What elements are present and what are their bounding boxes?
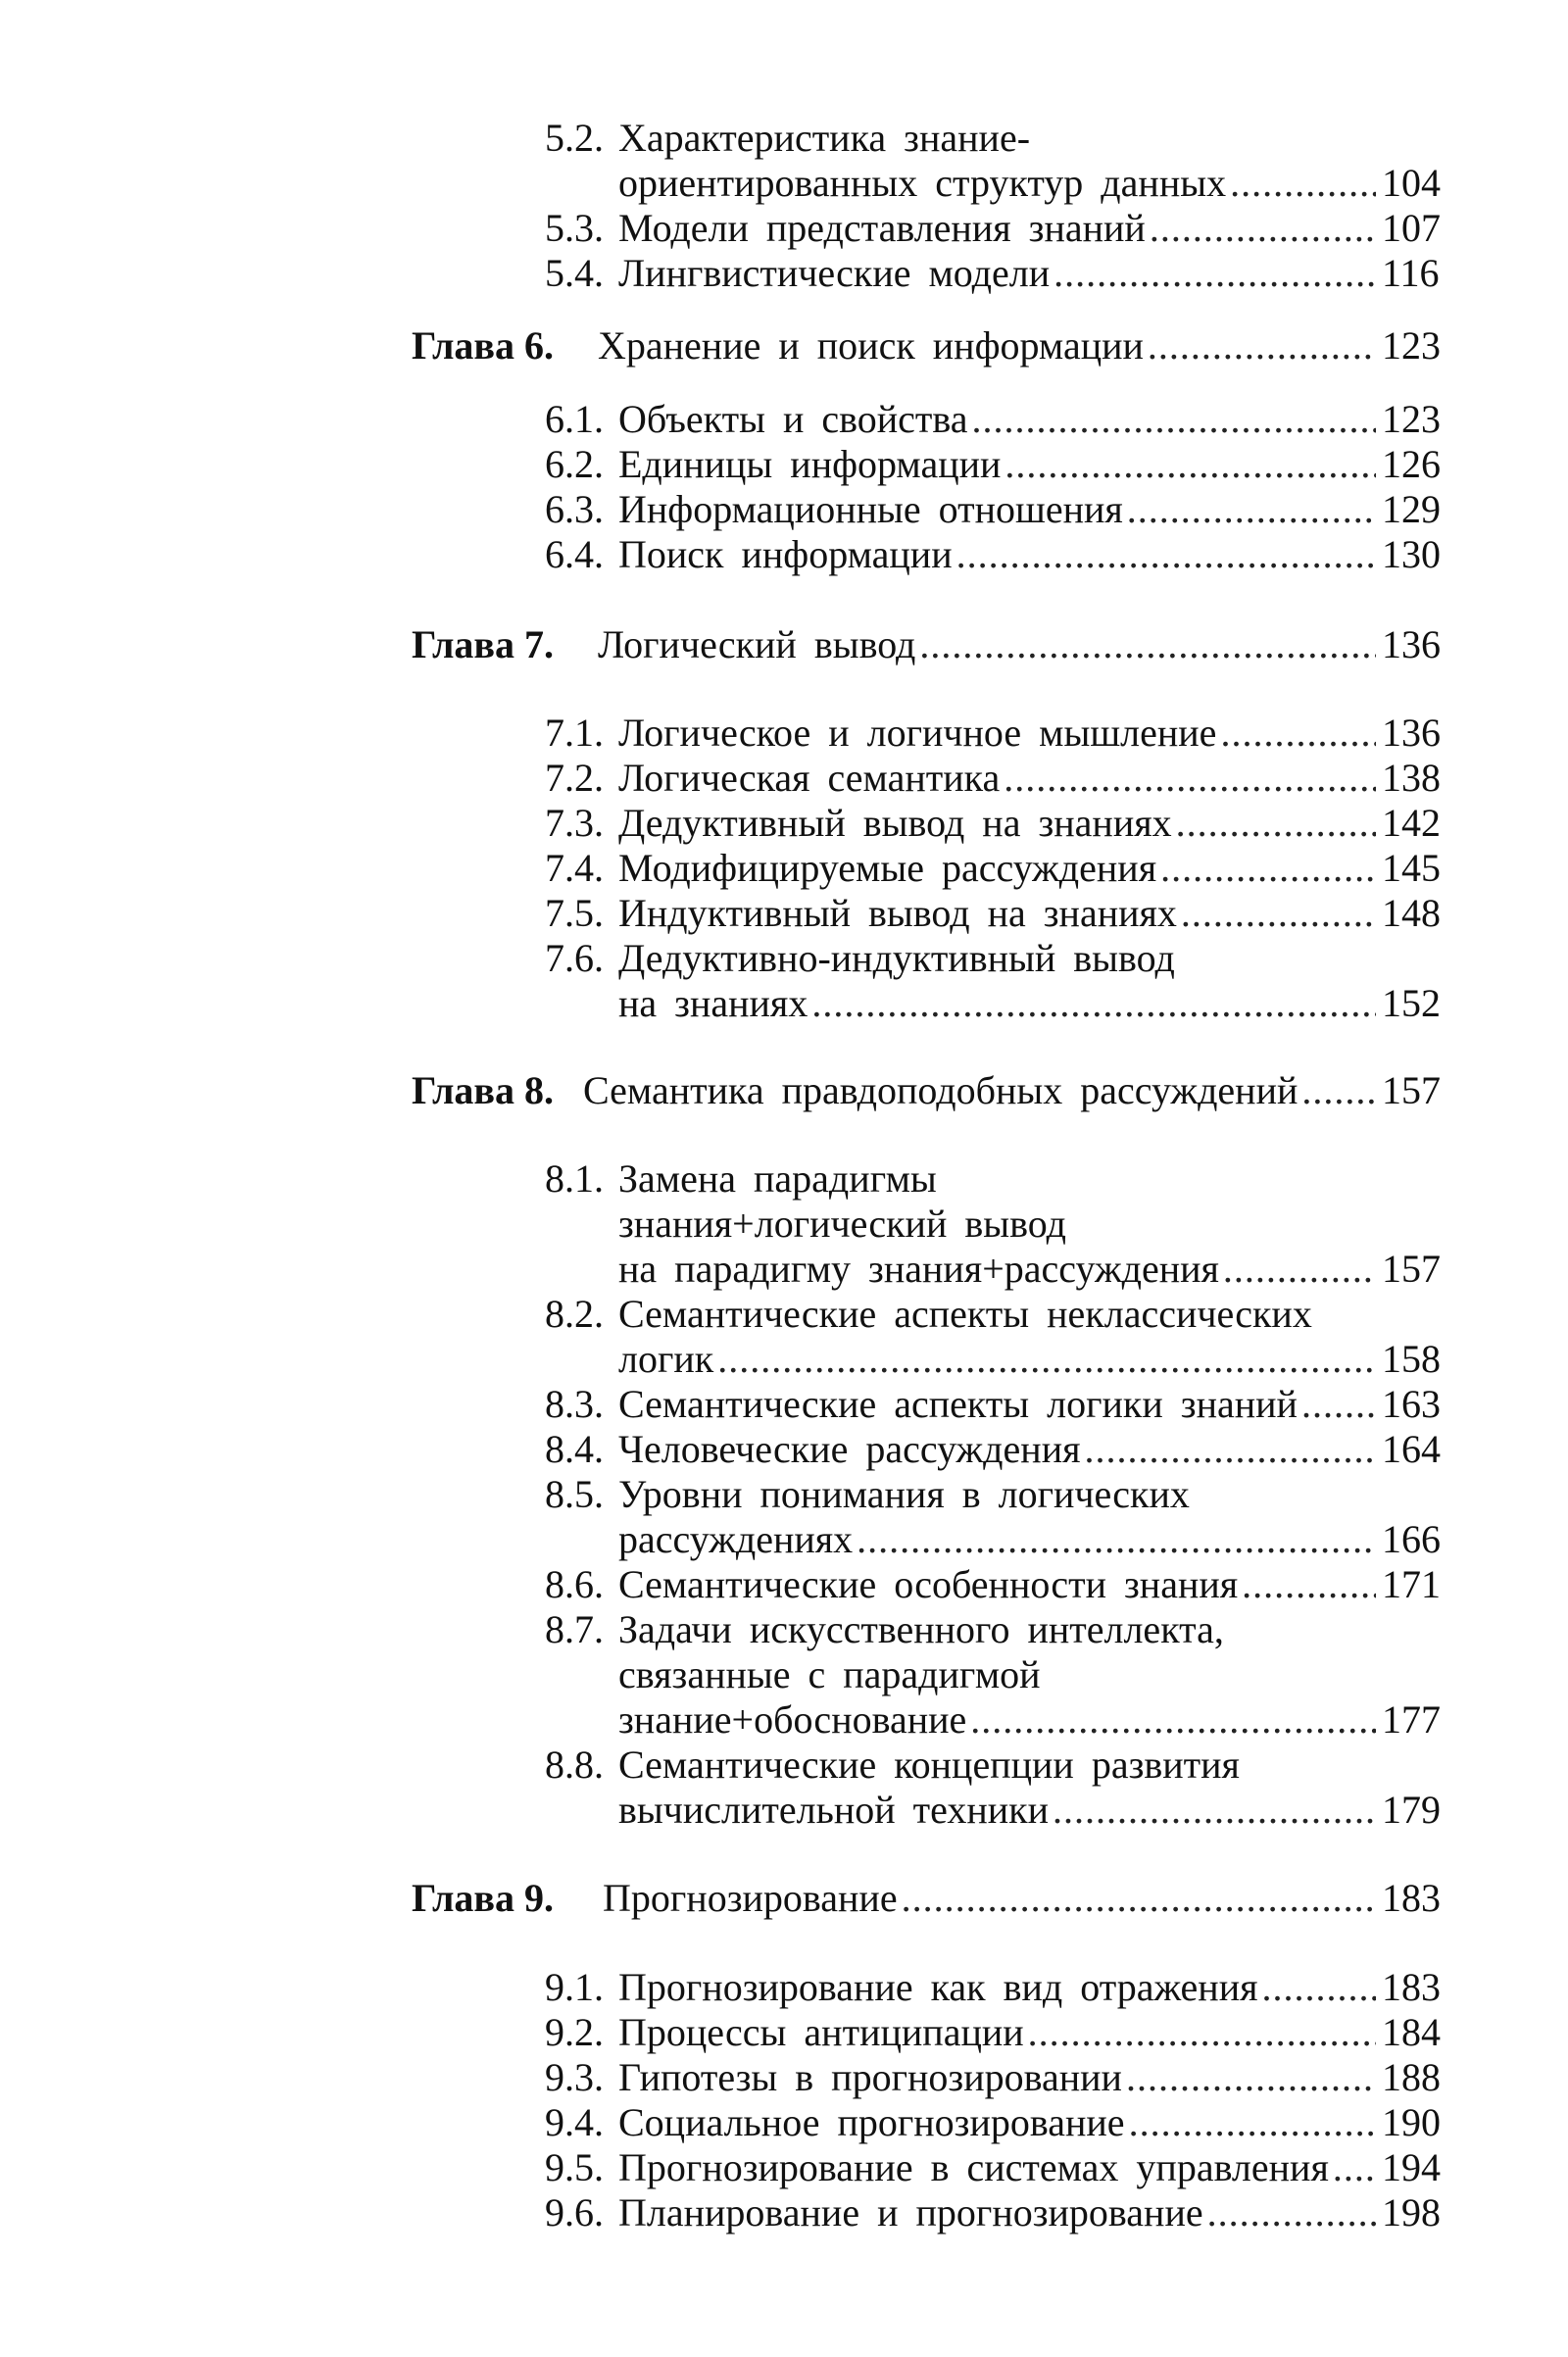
page-number: 190	[1382, 2100, 1441, 2144]
toc-entry-8-1[interactable]	[545, 1156, 1437, 1202]
section-number: 9.4.	[545, 2100, 604, 2144]
section-title: Информационные отношения	[618, 487, 1123, 531]
section-title-line-1: Уровни понимания в логических	[618, 1472, 1190, 1516]
page-number: 166	[1382, 1517, 1441, 1561]
toc-entry-6-4[interactable]	[545, 532, 1441, 577]
dot-leader	[1028, 2010, 1376, 2055]
section-title: Семантические аспекты логики знаний	[618, 1382, 1298, 1426]
toc-entry-9-6[interactable]	[545, 2190, 1441, 2235]
section-number: 7.4.	[545, 846, 604, 890]
section-title: Объекты и свойства	[618, 397, 968, 441]
dot-leader	[857, 1517, 1376, 1562]
section-title-line-2: ориентированных структур данных	[618, 161, 1227, 205]
section-number: 6.1.	[545, 397, 604, 441]
toc-entry-7-6-cont[interactable]	[618, 981, 1441, 1026]
dot-leader	[1176, 801, 1376, 846]
section-number: 9.3.	[545, 2055, 604, 2099]
toc-entry-5-4[interactable]	[545, 251, 1440, 296]
section-title-line-1: Характеристика знание-	[618, 116, 1031, 160]
dot-leader	[1127, 487, 1376, 532]
dot-leader	[1160, 846, 1376, 891]
page-number: 198	[1382, 2190, 1441, 2234]
page-number: 171	[1382, 1562, 1441, 1606]
section-title: Логическая семантика	[618, 756, 1001, 800]
toc-entry-8-6[interactable]	[545, 1562, 1441, 1607]
dot-leader	[1148, 323, 1376, 368]
toc-entry-8-5-cont[interactable]	[618, 1517, 1441, 1562]
page-number: 183	[1382, 1876, 1441, 1920]
section-number: 5.2.	[545, 116, 604, 160]
section-number: 6.4.	[545, 532, 604, 576]
toc-entry-9-4[interactable]	[545, 2100, 1441, 2145]
section-title: Прогнозирование как вид отражения	[618, 1965, 1258, 2009]
dot-leader	[956, 532, 1376, 577]
dot-leader	[1262, 1965, 1376, 2010]
section-title-line-1: Замена парадигмы	[618, 1156, 937, 1201]
section-number: 9.6.	[545, 2190, 604, 2234]
page-number: 130	[1382, 532, 1441, 576]
page-number: 152	[1382, 981, 1441, 1025]
dot-leader	[902, 1876, 1376, 1921]
toc-entry-5-3[interactable]	[545, 206, 1441, 251]
section-title-line-2: логик	[618, 1337, 714, 1381]
section-title: Планирование и прогнозирование	[618, 2190, 1203, 2234]
section-title-line-1: Задачи искусственного интеллекта,	[618, 1607, 1224, 1651]
chapter-label: Глава 8.	[412, 1068, 554, 1112]
page-number: 177	[1382, 1697, 1441, 1742]
toc-entry-8-1-cont[interactable]	[618, 1247, 1441, 1292]
page-number: 107	[1382, 206, 1441, 250]
section-title: Человеческие рассуждения	[618, 1427, 1081, 1471]
toc-chapter-9[interactable]	[412, 1876, 1441, 1921]
section-title: Гипотезы в прогнозировании	[618, 2055, 1122, 2099]
page-number: 138	[1382, 756, 1441, 800]
toc-entry-5-2-cont[interactable]	[618, 161, 1441, 206]
section-title: Поиск информации	[618, 532, 953, 576]
toc-entry-9-5[interactable]	[545, 2145, 1441, 2190]
page-number: 136	[1382, 711, 1441, 755]
section-title: Процессы антиципации	[618, 2010, 1024, 2054]
dot-leader	[1301, 1068, 1376, 1113]
page-number: 142	[1382, 801, 1441, 845]
toc-entry-5-2[interactable]	[545, 116, 1437, 161]
section-number: 8.3.	[545, 1382, 604, 1426]
toc-entry-6-3[interactable]	[545, 487, 1441, 532]
dot-leader	[1085, 1427, 1377, 1472]
section-title-line-2: связанные с парадигмой	[618, 1652, 1041, 1696]
dot-leader	[1230, 161, 1376, 206]
chapter-title: Хранение и поиск информации	[598, 323, 1144, 368]
dot-leader	[1207, 2190, 1376, 2235]
section-number: 7.2.	[545, 756, 604, 800]
page-number: 157	[1382, 1068, 1441, 1112]
chapter-title: Семантика правдоподобных рассуждений	[583, 1068, 1298, 1112]
page-number: 126	[1382, 442, 1441, 486]
page-number: 129	[1382, 487, 1441, 531]
section-number: 9.1.	[545, 1965, 604, 2009]
section-number: 7.1.	[545, 711, 604, 755]
page-number: 145	[1382, 846, 1441, 890]
section-title-line-1: Семантические концепции развития	[618, 1743, 1240, 1787]
section-number: 5.4.	[545, 251, 604, 295]
toc-entry-8-7-line-2	[618, 1652, 1437, 1697]
dot-leader	[1220, 711, 1376, 756]
section-title: Модифицируемые рассуждения	[618, 846, 1157, 890]
dot-leader	[971, 397, 1376, 442]
dot-leader	[1129, 2100, 1376, 2145]
section-number: 8.5.	[545, 1472, 604, 1516]
page-number: 188	[1382, 2055, 1441, 2099]
dot-leader	[1004, 442, 1376, 487]
chapter-label: Глава 6.	[412, 323, 554, 368]
page-number: 148	[1382, 891, 1441, 935]
section-title: Логическое и логичное мышление	[618, 711, 1217, 755]
section-number: 9.2.	[545, 2010, 604, 2054]
section-number: 7.6.	[545, 936, 604, 980]
chapter-label: Глава 7.	[412, 622, 554, 666]
toc-entry-8-7-cont[interactable]	[618, 1697, 1441, 1743]
toc-entry-9-2[interactable]	[545, 2010, 1441, 2055]
toc-entry-8-8-cont[interactable]	[618, 1788, 1441, 1833]
page-number: 183	[1382, 1965, 1441, 2009]
dot-leader	[811, 981, 1376, 1026]
toc-entry-8-5[interactable]	[545, 1472, 1437, 1517]
toc-entry-7-4[interactable]	[545, 846, 1441, 891]
page-number: 194	[1382, 2145, 1441, 2189]
section-title: Модели представления знаний	[618, 206, 1146, 250]
page-number: 184	[1382, 2010, 1441, 2054]
toc-entry-7-5[interactable]	[545, 891, 1441, 936]
dot-leader	[1126, 2055, 1376, 2100]
dot-leader	[1301, 1382, 1376, 1427]
toc-entry-8-7[interactable]	[545, 1607, 1437, 1652]
toc-entry-8-3[interactable]	[545, 1382, 1441, 1427]
page-number: 163	[1382, 1382, 1441, 1426]
toc-entry-7-6[interactable]	[545, 936, 1437, 981]
dot-leader	[1181, 891, 1376, 936]
page-number: 157	[1382, 1247, 1441, 1291]
page-number: 164	[1382, 1427, 1441, 1471]
toc-entry-6-2[interactable]	[545, 442, 1441, 487]
section-number: 6.3.	[545, 487, 604, 531]
dot-leader	[1242, 1562, 1376, 1607]
page-number: 123	[1382, 323, 1441, 368]
section-title: Лингвистические модели	[618, 251, 1051, 295]
section-number: 7.3.	[545, 801, 604, 845]
section-number: 8.6.	[545, 1562, 604, 1606]
dot-leader	[1150, 206, 1376, 251]
section-title-line-2: знания+логический вывод	[618, 1202, 1066, 1246]
section-number: 9.5.	[545, 2145, 604, 2189]
section-title: Семантические особенности знания	[618, 1562, 1239, 1606]
section-number: 7.5.	[545, 891, 604, 935]
section-title: Индуктивный вывод на знаниях	[618, 891, 1177, 935]
toc-entry-8-2[interactable]	[545, 1292, 1437, 1337]
dot-leader	[1223, 1247, 1376, 1292]
toc-entry-9-3[interactable]	[545, 2055, 1441, 2100]
toc-chapter-7[interactable]	[412, 622, 1441, 667]
section-title-line-2: вычислительной техники	[618, 1788, 1050, 1832]
section-title-line-1: Дедуктивно-индуктивный вывод	[618, 936, 1175, 980]
section-title: Социальное прогнозирование	[618, 2100, 1125, 2144]
section-number: 8.8.	[545, 1743, 604, 1787]
page-number: 158	[1382, 1337, 1441, 1381]
section-title: Дедуктивный вывод на знаниях	[618, 801, 1172, 845]
section-title-line-3: знание+обоснование	[618, 1697, 967, 1742]
page-number: 116	[1382, 251, 1440, 295]
dot-leader	[1333, 2145, 1376, 2190]
section-title-line-1: Семантические аспекты неклассических	[618, 1292, 1312, 1336]
toc-entry-9-1[interactable]	[545, 1965, 1441, 2010]
dot-leader	[919, 622, 1376, 667]
toc-entry-8-8[interactable]	[545, 1743, 1437, 1788]
section-number: 8.2.	[545, 1292, 604, 1336]
section-number: 6.2.	[545, 442, 604, 486]
toc-chapter-8[interactable]	[412, 1068, 1441, 1113]
dot-leader	[1054, 251, 1376, 296]
section-title-line-2: на знаниях	[618, 981, 808, 1025]
section-number: 8.4.	[545, 1427, 604, 1471]
section-number: 8.1.	[545, 1156, 604, 1201]
section-title: Единицы информации	[618, 442, 1002, 486]
chapter-title: Прогнозирование	[603, 1876, 898, 1920]
page-number: 104	[1382, 161, 1441, 205]
chapter-label: Глава 9.	[412, 1876, 554, 1920]
section-title: Прогнозирование в системах управления	[618, 2145, 1329, 2189]
dot-leader	[1004, 756, 1376, 801]
dot-leader	[717, 1337, 1376, 1382]
toc-entry-7-1[interactable]	[545, 711, 1441, 756]
section-number: 8.7.	[545, 1607, 604, 1651]
toc-entry-8-2-cont[interactable]	[618, 1337, 1441, 1382]
toc-entry-7-3[interactable]	[545, 801, 1441, 846]
toc-chapter-6[interactable]	[412, 323, 1441, 368]
toc-entry-7-2[interactable]	[545, 756, 1441, 801]
page-number: 123	[1382, 397, 1441, 441]
page-number: 179	[1382, 1788, 1441, 1832]
dot-leader	[1053, 1788, 1376, 1833]
chapter-title: Логический вывод	[598, 622, 916, 666]
toc-entry-8-1-line-2	[618, 1202, 1437, 1247]
section-number: 5.3.	[545, 206, 604, 250]
section-title-line-3: на парадигму знания+рассуждения	[618, 1247, 1219, 1291]
section-title-line-2: рассуждениях	[618, 1517, 854, 1561]
dot-leader	[970, 1697, 1376, 1743]
page-number: 136	[1382, 622, 1441, 666]
toc-entry-8-4[interactable]	[545, 1427, 1441, 1472]
toc-entry-6-1[interactable]	[545, 397, 1441, 442]
